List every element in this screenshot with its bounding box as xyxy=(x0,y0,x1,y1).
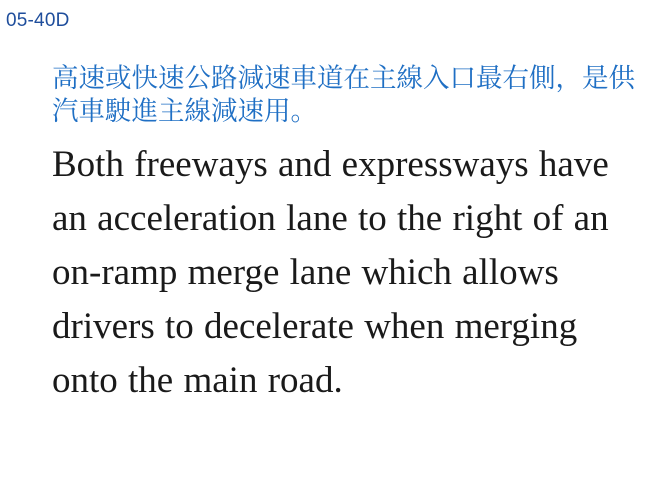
slide-id-label: 05-40D xyxy=(6,10,70,31)
english-paragraph: Both freeways and expressways have an acceleration lane to the right of an on-ramp merge lane which allows drivers to decelerate when merging onto the main road. xyxy=(52,144,620,401)
chinese-paragraph: 高速或快速公路減速車道在主線入口最右側，是供汽車駛進主線減速用。 xyxy=(52,63,635,127)
slide-content xyxy=(52,62,652,408)
